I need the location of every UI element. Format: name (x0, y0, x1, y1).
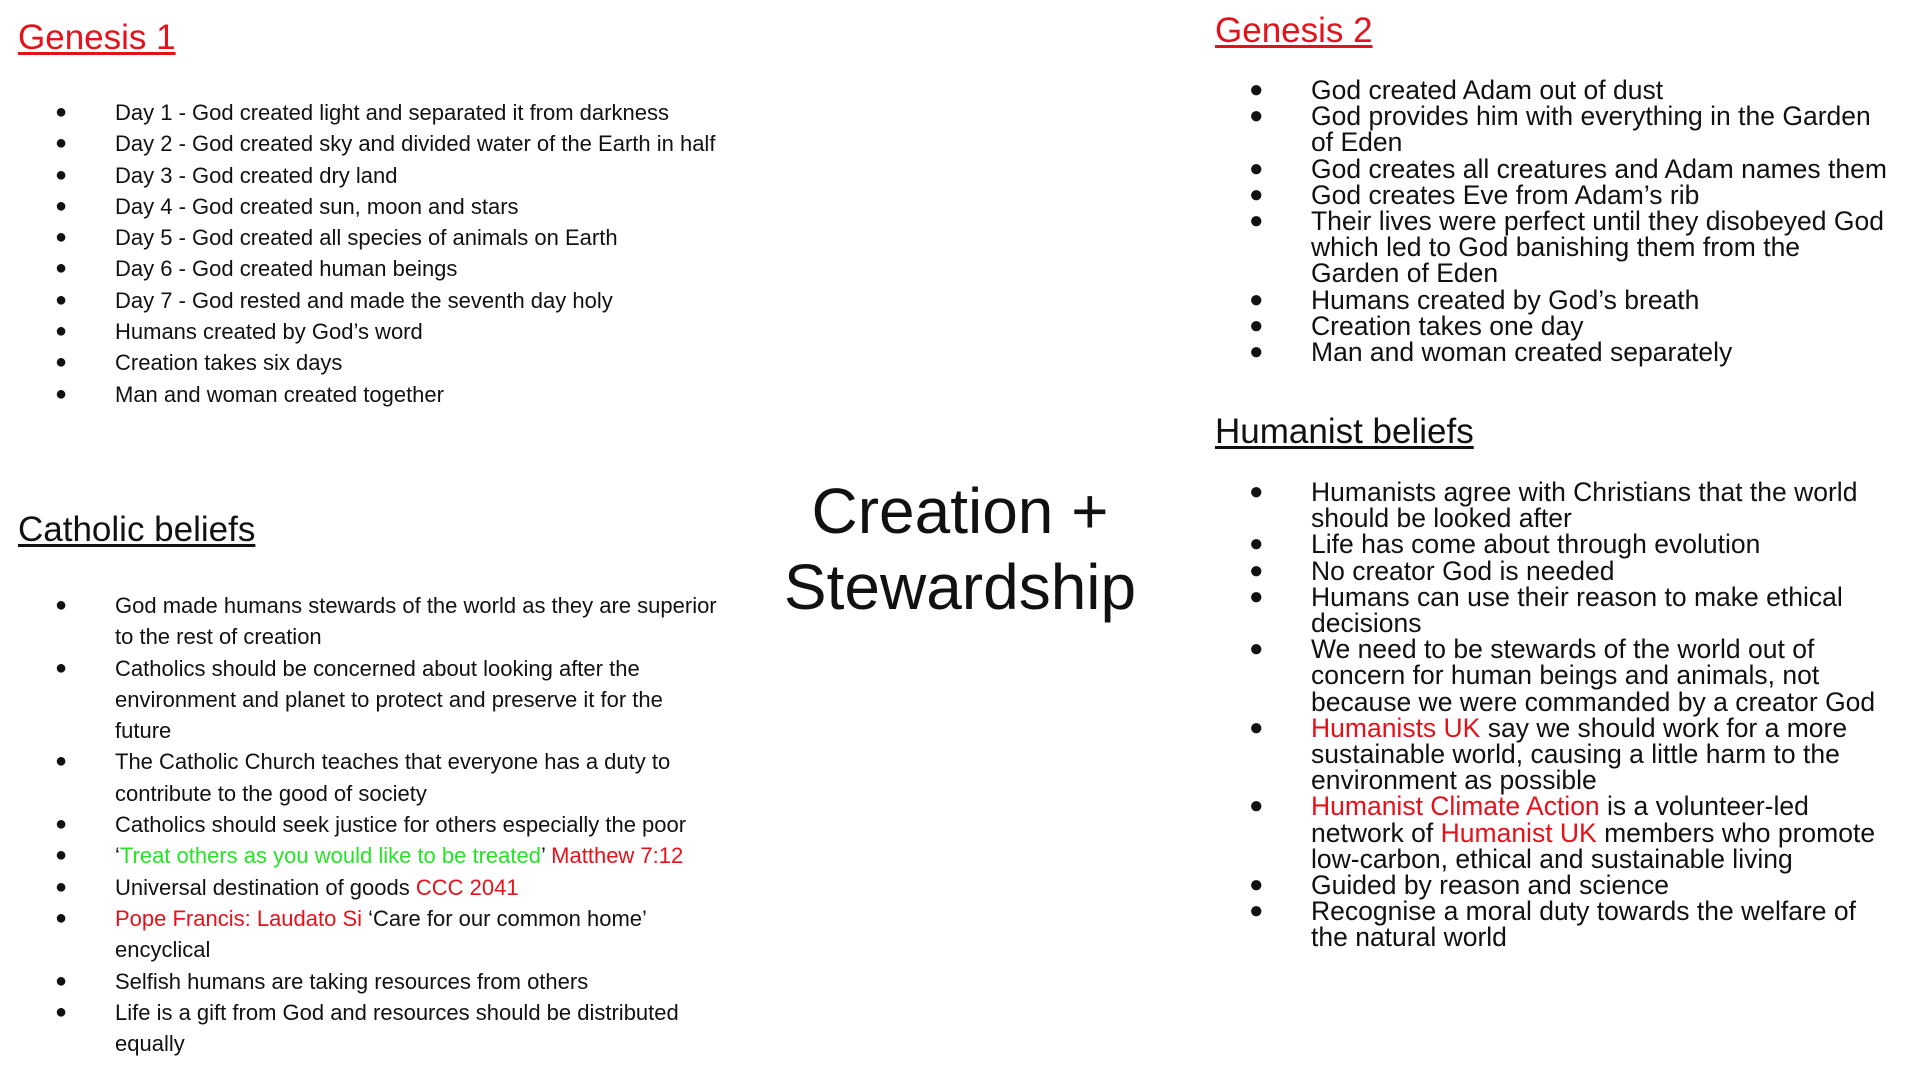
text-segment: God creates all creatures and Adam names them (1311, 153, 1887, 184)
text-segment: say we should work for a more (1480, 712, 1848, 743)
list-item-line (115, 191, 715, 222)
text-segment: Their lives were perfect until they disobeyed God (1311, 206, 1884, 237)
bullet-icon: ● (1249, 180, 1264, 208)
text-segment: Man and woman created together (115, 381, 444, 407)
text-segment: which led to God banishing them from the (1311, 232, 1801, 263)
text-segment: sustainable world, causing a little harm to the (1311, 739, 1840, 770)
bullet-icon: ● (1249, 530, 1264, 558)
text-segment: to the rest of creation (115, 624, 322, 650)
list-item (1249, 791, 1876, 874)
list-item-line (1311, 284, 1887, 315)
list-item-line (1311, 337, 1887, 368)
highlighted-text-segment: Treat others as you would like to be treated (119, 843, 541, 869)
text-segment: No creator God is needed (1311, 555, 1615, 586)
list-item-line (115, 778, 717, 809)
highlighted-text-segment: Pope Francis: Laudato Si (115, 905, 363, 931)
list-item-line (115, 934, 717, 965)
text-segment: concern for human beings and animals, not (1311, 660, 1820, 691)
list-item (1249, 284, 1887, 315)
list-item-line (1311, 258, 1887, 289)
list-item-line (1311, 791, 1875, 822)
bullet-icon: ● (55, 875, 68, 898)
list-item-line (1311, 712, 1875, 743)
list-item (1249, 75, 1887, 105)
text-segment: network of (1311, 817, 1441, 848)
list-item-line (115, 1028, 717, 1059)
text-segment: because we were commanded by a creator God (1311, 686, 1876, 717)
list-item (55, 872, 717, 903)
text-segment: Catholics should seek justice for others especially the poor (115, 812, 687, 838)
bullet-icon: ● (55, 320, 68, 343)
bullet-icon: ● (55, 813, 68, 836)
list-item (1249, 555, 1875, 586)
list-item (55, 128, 716, 159)
list-item-line (115, 379, 715, 410)
list-item-line (1311, 127, 1887, 158)
list-item (55, 316, 715, 347)
list-item-line (115, 160, 715, 191)
bullet-icon: ● (55, 844, 68, 867)
list-item (55, 653, 717, 747)
text-segment: Day 6 - God created human beings (115, 256, 458, 282)
text-segment: equally (115, 1031, 185, 1057)
bullet-icon: ● (55, 656, 68, 679)
bullet-icon: ● (1249, 556, 1264, 584)
list-item-line (115, 966, 717, 997)
text-segment: God creates Eve from Adam’s rib (1311, 179, 1700, 210)
list-item-line (1311, 660, 1875, 691)
list-item-line (115, 809, 717, 840)
text-segment: Day 7 - God rested and made the seventh day holy (115, 287, 613, 313)
list-item (1249, 310, 1887, 341)
text-segment: God created Adam out of dust (1311, 75, 1664, 105)
bullet-icon: ● (55, 351, 68, 374)
bullet-icon: ● (55, 288, 68, 311)
highlighted-text-segment: Humanists UK (1311, 712, 1481, 743)
list-item-line (1311, 503, 1875, 534)
text-segment: Day 5 - God created all species of animals on Earth (115, 225, 618, 251)
list-item-line (115, 653, 717, 684)
text-segment: Life has come about through evolution (1311, 529, 1761, 560)
list-item (55, 222, 715, 253)
list-item-line (115, 746, 717, 777)
text-segment: Creation takes six days (115, 350, 343, 376)
list-item (1249, 206, 1887, 289)
highlighted-text-segment: CCC 2041 (415, 874, 519, 900)
bullet-icon: ● (55, 163, 68, 186)
list-item-line (115, 97, 715, 128)
list-item (1249, 712, 1875, 796)
bullet-icon: ● (1249, 582, 1264, 610)
highlighted-text-segment: Humanist UK (1440, 817, 1597, 848)
highlighted-text-segment: Matthew 7:12 (551, 843, 684, 869)
text-segment: contribute to the good of society (115, 780, 427, 806)
bullet-icon: ● (1249, 792, 1264, 820)
list-item (55, 840, 717, 871)
list-item (55, 903, 717, 966)
list-item (55, 379, 715, 410)
bullet-icon: ● (55, 257, 68, 280)
genesis-2-heading: Genesis 2 (1215, 11, 1373, 50)
text-segment: environment as possible (1311, 765, 1597, 796)
highlighted-text-segment: Humanist Climate Action (1311, 791, 1600, 822)
page-title (720, 473, 1200, 625)
text-segment: Humanists agree with Christians that the world (1311, 477, 1858, 507)
text-segment: Guided by reason and science (1311, 870, 1669, 901)
genesis-1-list (55, 97, 716, 410)
text-segment: of Eden (1311, 127, 1403, 158)
text-segment: Garden of Eden (1311, 258, 1499, 289)
list-item-line (1311, 922, 1875, 953)
text-segment: encyclical (115, 937, 211, 963)
list-item-line (115, 715, 717, 746)
bullet-icon: ● (1249, 871, 1264, 899)
list-item-line (115, 128, 715, 159)
list-item-line (1311, 179, 1887, 210)
text-segment: Recognise a moral duty towards the welfare of (1311, 896, 1856, 927)
list-item-line (1311, 77, 1887, 103)
bullet-icon: ● (1249, 207, 1264, 235)
list-item-line (1311, 529, 1875, 560)
list-item-line (1311, 479, 1875, 505)
bullet-icon: ● (1249, 102, 1264, 130)
bullet-icon: ● (55, 594, 68, 616)
humanist-beliefs-heading: Humanist beliefs (1215, 412, 1474, 451)
list-item (55, 347, 715, 378)
bullet-icon: ● (55, 906, 68, 929)
catholic-beliefs-list (55, 590, 717, 1059)
list-item (55, 160, 715, 191)
list-item (1249, 179, 1887, 210)
list-item (55, 285, 715, 316)
list-item-line (115, 997, 717, 1028)
list-item (1249, 581, 1875, 639)
page-title-line-1: Creation + (811, 475, 1109, 547)
list-item-line (1311, 765, 1875, 796)
text-segment: Day 3 - God created dry land (115, 162, 398, 188)
text-segment: ‘ (115, 843, 120, 869)
text-segment: Humans created by God’s word (115, 319, 423, 345)
list-item (55, 997, 717, 1060)
list-item-line (1311, 153, 1887, 184)
bullet-icon: ● (1249, 635, 1264, 663)
bullet-icon: ● (55, 101, 68, 123)
text-segment: decisions (1311, 608, 1422, 639)
list-item-line (1311, 206, 1887, 237)
text-segment: Humans created by God’s breath (1311, 284, 1700, 315)
list-item (1249, 101, 1887, 158)
text-segment: Life is a gift from God and resources should be distributed (115, 999, 679, 1025)
list-item (55, 966, 717, 997)
list-item-line (115, 222, 715, 253)
list-item-line (1311, 232, 1887, 263)
list-item-line (115, 347, 715, 378)
bullet-icon: ● (1249, 338, 1264, 366)
list-item (1249, 870, 1875, 901)
bullet-icon: ● (55, 750, 68, 773)
list-item-line (1311, 686, 1876, 717)
list-item-line (115, 621, 717, 652)
page-title-line-2: Stewardship (783, 551, 1137, 623)
text-segment: Universal destination of goods (115, 874, 416, 900)
text-segment: Catholics should be concerned about looking after the (115, 655, 640, 681)
list-item (1249, 529, 1875, 560)
genesis-2-list (1249, 75, 1887, 368)
bullet-icon: ● (55, 1000, 68, 1023)
text-segment: future (115, 718, 172, 744)
text-segment: Selfish humans are taking resources from others (115, 968, 589, 994)
catholic-beliefs-heading: Catholic beliefs (18, 510, 256, 549)
list-item (55, 590, 717, 653)
bullet-icon: ● (55, 194, 68, 217)
list-item (1249, 634, 1876, 717)
humanist-beliefs-list (1249, 477, 1876, 953)
list-item-line (1311, 608, 1875, 639)
list-item (55, 809, 717, 840)
list-item (55, 253, 715, 284)
list-item (1249, 896, 1875, 953)
bullet-icon: ● (55, 226, 68, 249)
list-item-line (115, 316, 715, 347)
list-item-line (1311, 870, 1875, 901)
text-segment: is a volunteer-led (1599, 791, 1809, 822)
bullet-icon: ● (1249, 713, 1264, 741)
bullet-icon: ● (1249, 76, 1264, 103)
list-item-line (1311, 581, 1875, 612)
list-item-line (1311, 634, 1875, 665)
list-item-line (1311, 817, 1876, 848)
bullet-icon: ● (55, 382, 68, 405)
text-segment: low-carbon, ethical and sustainable living (1311, 843, 1793, 874)
text-segment: the natural world (1311, 922, 1507, 953)
list-item-line (115, 684, 717, 715)
list-item (55, 191, 715, 222)
list-item-line (115, 872, 717, 903)
list-item-line (115, 285, 715, 316)
list-item-line (1311, 843, 1875, 874)
text-segment: ’ (540, 843, 552, 869)
bullet-icon: ● (1249, 285, 1264, 313)
list-item-line (1311, 555, 1875, 586)
list-item-line (115, 840, 717, 871)
list-item-line (1311, 101, 1887, 132)
bullet-icon: ● (1249, 478, 1264, 505)
list-item-line (1311, 310, 1887, 341)
text-segment: members who promote (1596, 817, 1876, 848)
bullet-icon: ● (55, 969, 68, 992)
text-segment: should be looked after (1311, 503, 1572, 534)
text-segment: Day 4 - God created sun, moon and stars (115, 193, 519, 219)
text-segment: Day 2 - God created sky and divided water of the Earth in half (115, 131, 716, 157)
text-segment: Humans can use their reason to make ethical (1311, 581, 1843, 612)
bullet-icon: ● (1249, 154, 1264, 182)
text-segment: God provides him with everything in the Garden (1311, 101, 1871, 132)
genesis-1-heading: Genesis 1 (18, 18, 176, 57)
text-segment: Man and woman created separately (1311, 337, 1733, 368)
text-segment: ‘Care for our common home’ (362, 905, 647, 931)
list-item (1249, 337, 1887, 368)
list-item-line (115, 903, 717, 934)
list-item (55, 746, 717, 809)
text-segment: Day 1 - God created light and separated it from darkness (115, 100, 669, 125)
bullet-icon: ● (1249, 311, 1264, 339)
text-segment: God made humans stewards of the world as they are superior (115, 593, 717, 618)
list-item-line (115, 253, 715, 284)
text-segment: Creation takes one day (1311, 310, 1584, 341)
list-item-line (115, 590, 717, 621)
list-item (1249, 477, 1875, 534)
list-item (55, 97, 715, 128)
list-item-line (1311, 739, 1875, 770)
list-item-line (1311, 896, 1875, 927)
text-segment: The Catholic Church teaches that everyone has a duty to (115, 749, 671, 775)
bullet-icon: ● (1249, 897, 1264, 925)
bullet-icon: ● (55, 132, 68, 155)
text-segment: environment and planet to protect and preserve it for the (115, 686, 663, 712)
text-segment: We need to be stewards of the world out of (1311, 634, 1815, 665)
list-item (1249, 153, 1887, 184)
